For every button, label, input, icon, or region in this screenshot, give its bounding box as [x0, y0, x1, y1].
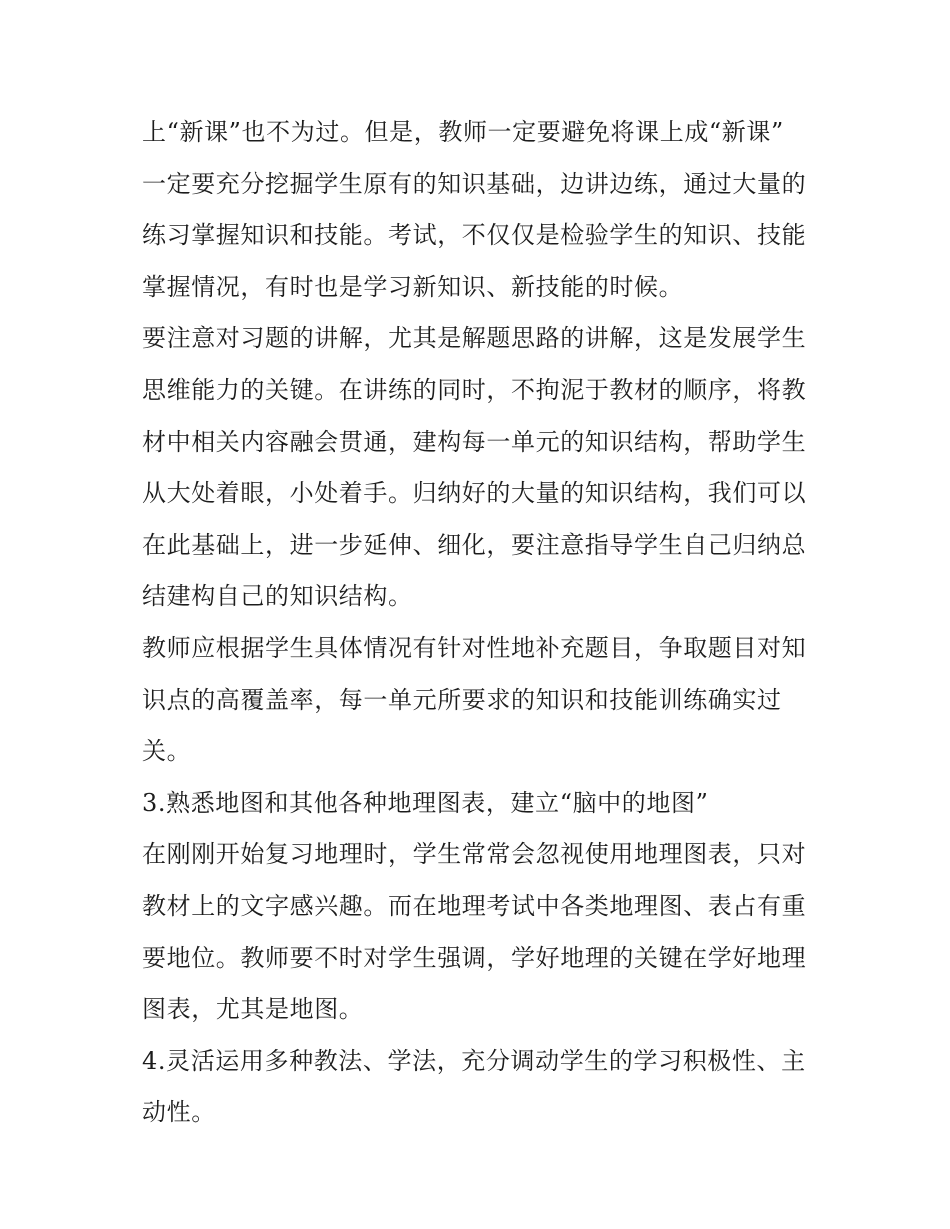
section-heading: 4.灵活运用多种教法、学法，充分调动学生的学习积极性、主 [142, 1046, 806, 1075]
text-line: 材中相关内容融会贯通，建构每一单元的知识结构，帮助学生 [142, 427, 807, 456]
section-heading: 3.熟悉地图和其他各种地理图表，建立“脑中的地图” [142, 788, 709, 817]
text-line: 教材上的文字感兴趣。而在地理考试中各类地理图、表占有重 [142, 891, 807, 920]
text-line: 识点的高覆盖率，每一单元所要求的知识和技能训练确实过 [142, 685, 782, 714]
text-line: 教师应根据学生具体情况有针对性地补充题目，争取题目对知 [142, 633, 807, 662]
text-line: 图表，尤其是地图。 [142, 995, 364, 1024]
text-line: 上“新课”也不为过。但是，教师一定要避免将课上成“新课” [142, 118, 784, 146]
text-line: 在刚刚开始复习地理时，学生常常会忽视使用地理图表，只对 [142, 840, 807, 869]
text-line: 练习掌握知识和技能。考试，不仅仅是检验学生的知识、技能 [142, 221, 807, 250]
text-line: 从大处着眼，小处着手。归纳好的大量的知识结构，我们可以 [142, 479, 807, 508]
text-line: 关。 [142, 737, 192, 766]
text-line: 要注意对习题的讲解，尤其是解题思路的讲解，这是发展学生 [142, 324, 807, 353]
document-body [142, 107, 822, 1139]
text-line: 结建构自己的知识结构。 [142, 582, 413, 611]
text-line: 一定要充分挖掘学生原有的知识基础，边讲边练，通过大量的 [142, 169, 807, 198]
text-line: 在此基础上，进一步延伸、细化，要注意指导学生自己归纳总 [142, 530, 807, 559]
text-line: 动性。 [142, 1098, 216, 1127]
text-line: 掌握情况，有时也是学习新知识、新技能的时候。 [142, 272, 684, 301]
text-line: 要地位。教师要不时对学生强调，学好地理的关键在学好地理 [142, 943, 807, 972]
text-line: 思维能力的关键。在讲练的同时，不拘泥于教材的顺序，将教 [142, 375, 807, 404]
